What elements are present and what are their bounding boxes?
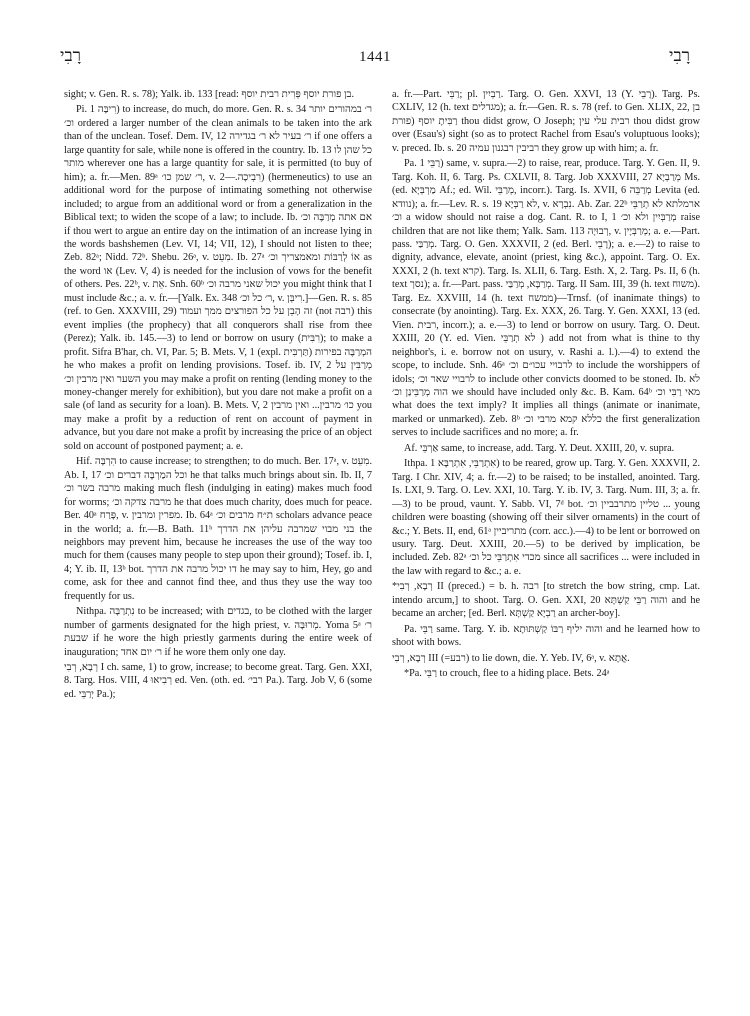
entry-text: sight; v. Gen. R. s. 78); Yalk. ib. 133 [read: בן פורת יוסף פְּרִית רבית יוסף.: [64, 89, 355, 100]
entry-text: a. fr.—Part. רַבֵּי; pl. רַבְיִין. Targ. O. Gen. XXVI, 13 (Y. רָבֵי). Targ. Ps. CXLIV, 12 (h. text מגדלים); a. fr.—Gen. R. s. 78 (ref. to Gen. XLIX, 22, בן פורת) רַבִּיתָ יוסף thou didst grow, O Joseph; רבית עלי עין thou didst grow over (Esau's) sight (so as to protect Rachel from Esau's voluptuous looks); v. preced. Ib. s. 20 רביבין רבגנון עמיה they grow up with him; a. fr.: [392, 89, 701, 154]
header-left-word: רָבִי: [60, 46, 82, 65]
header-right-word: רָבִי: [668, 46, 690, 65]
entry-text: רְבָא, רְבִי III (=רבע) to lie down, die. Y. Yeb. IV, 6ᵃ, v. אֲתָא.: [392, 652, 630, 664]
entry-text: Pa. רַבֵּי same. Targ. Y. ib. והוה יליף רַבּוֹ קַשְׁתּוּתָא and he learned how to shoot with bows.: [392, 623, 700, 649]
entry-text: Hif. הִרְבָּה to cause increase; to strengthen; to do much. Ber. 17ᵃ, v. מִעֵט. Ab. I, 17 וכל המַרְבֶּה דברים וכ׳ he that talks much brings about sin. Ib. II, 7 מרבה בשר וכ׳ making much flesh (indulging in eating) makes much food for worms; מרבה צדקה וכ׳ he that does much charity, does much for peace. Ber. 40ᵃ פָּרַח, v. מפרין ומרבין. Ib. 64ᵃ ת״ח מרבים וכ׳ scholars advance peace in the world; a. fr.—B. Bath. 11ᵇ בני מבוי שמרבה עליהן את הדרך the neighbors may prevent him, because he increases the use of the way too much for them (causes many people to step upon their ground); Tosef. ib. I, 4; Y. ib. II, 13ᵇ bot. דו יכול מרבה את הדרך he may say to him, Hey, go and come, ask for thee and cannot find thee, and thus they use the way too frequently for us.: [64, 456, 373, 602]
entry-text: Pi. רִיבָּה 1) to increase, do much, do more. Gen. R. s. 34 ר׳ במהורים יותר וכ׳ ordered a larger number of the clean animals to be taken into the ark than of the unclean. Tosef. Dem. IV, 12 ר׳ בעיר לא ר׳ בגדירה if one offers a large quantity for sale, while none is offered in the country. Ib. 13 כל שהן לו מותר wherever one has a large quantity for sale, it is permitted (to buy of him); a. fr.—Men. 89ᵃ ר׳ שמן כו׳, v. רִבְיכָה.—2) (hermeneutics) to use an additional word for the purpose of intimating something not otherwise included; to argue from an additional word or from a generalization in the Biblical text; to widen the scope of a law; to include. Ib. אם אתה מְרַבֶּה וכ׳ if thou wert to argue an entire day on the intimation of an increase lying in the words bashshemen (Lev. VI, 14; VII, 12), I should not listen to thee; Zeb. 82ᵃ; Nidd. 72ᵇ. Shebu. 26ᵃ, v. מִעֵט. Ib. 27ᵃ אוֹ לְרַבּוֹת ומאמצריך וכ׳ as the word או (Lev. V, 4) is needed for the inclusion of vows for the benefit of others. Pes. 22ᵇ, v. אֵת. Snh. 60ᵇ יכול שאני מרבה וכ׳ you might think that I must include &c.; a. v. fr.—[Yalk. Ex. 348 ר׳ כל וכ׳, v. רִיבְּן.]—Gen. R. s. 85 (ref. to Gen. XXXVIII, 29) זה הָבֵן על כל הפורצים ממך ועמוד (not רבה) this event implies (the prophecy) that all conquerors shall rise from thee (Perez); Yalk. ib. 145.—3) to lend or borrow on usury (רִבִּית); to make a profit. Sifra B'har, ch. VI, Par. 5; B. Mets. V, 1 (expl. תַּרְבִּית) המְרַבֶּה בפירות he who makes a profit on lending provisions. Tosef. ib. IV, 2 מְרַבִּין על השער ואין מרבין וכ׳ you may make a profit on renting (lending money to the money-changer merely for exhibition), but you dare not make a profit on a sale (of land as security for a loan). B. Mets. V, 2 כו׳ מרבין... ואין מרבין you may make a profit by a reduction of rent on account of payment in advance, but you dare not make a profit by increasing the price of an object sold on account of postponed payment; a. e.: [64, 104, 373, 452]
entry-text: Af. אַרְבֵּי same, to increase, add. Targ. Y. Deut. XXIII, 20, v. supra.: [404, 442, 675, 454]
page-number: 1441: [359, 49, 391, 65]
entry-text: Nithpa. נִתְרַבָּה to be increased; with בגדים, to be clothed with the larger number of garments designated for the high priest, v. מְרוּבָּה. Yoma 5ᵃ ר׳ שבעת if he wore the high priestly garments during the entire week of inauguration; ר׳ יום אחד if he wore them only one day.: [64, 606, 373, 658]
entry-text: *רְבָא, רְבִי II (preced.) = b. h. רבה [to stretch the bow string, cmp. Lat. intendo arcum,] to shoot. Targ. O. Gen. XXI, 20 והוה רַבֵּי קַשְׁתָּא and he became an archer; [ed. Berl. רַבְיָא קַשְׁתָּא an archer-boy].: [392, 581, 701, 620]
running-header: [60, 46, 690, 70]
entry-text: Ithpa. אִתְרַבֵּי, אִתְרַבָּא 1) to be reared, grow up. Targ. Y. Gen. XXXVII, 2. Targ. I Chr. XIV, 4; a. fr.—2) to be raised; to be installed, anointed. Targ. Is. LXI, 9. Targ. O. Lev. XXI, 10. Targ. Y. ib. IV, 3. Targ. Num. III, 3; a. fr.—3) to be proud, vaunt. Y. Sabb. VI, 7ᵈ bot. טליין מתרבביין וכ׳ ... young children were boasting (showing off their silver ornaments) in the court of &c.; Y. Bets. II, end, 61ᵃ מתריביין (corr. acc.).—4) to be lent or borrowed on usury. Targ. Deut. XXIII, 20.—5) to be derived by implication, be included. Zeb. 82ᵃ מכדי אִתְרַבֵּי כל וכ׳ since all sacrifices ... were included in the law with regard to &c.; a. e.: [392, 458, 701, 577]
entry-text: Pa. רַבֵּי 1) same, v. supra.—2) to raise, rear, produce. Targ. Y. Gen. II, 9. Targ. Koh. II, 6. Targ. Ps. CXLVII, 8. Targ. Job XXXVIII, 27 מְרַבְיָא Ms. (ed. מַרְבְּיָא Af.; ed. Wil. מְרַבֵּי, incorr.). Targ. Is. XVII, 6 מְרַבֵּה Levita (ed. נוודא); a. fr.—Lev. R. s. 19 לא רַבְּיָא, v. נִבְרָא. Ab. Zar. 22ᵇ ארמלתא לא תְרַבֵּי וכ׳ a widow should not raise a dog. Cant. R. to I, 1 מְרַבְּיִין ולא וכ׳ raise children that are not like them; Yalk. Sam. 113 רְבוּיָה, v. מְרַבְּיָין; a. e.—Part. pass. מְרַבַּי. Targ. O. Gen. XXXVII, 2 (ed. Berl. רָבֵי); a. e.—2) to raise to dignity, advance, elevate, anoint (priest, king &c.), appoint. Targ. O. Ex. XXXI, 2 (h. text קרא). Targ. Is. XLII, 6. Targ. Esth. X, 2. Targ. Ps. II, 6 (h. text נסך); a. fr.—Part. pass. מְרַבָּא, מְרַבַּי. Targ. II Sam. III, 39 (h. text משוח). Targ. Ez. XXVIII, 14 (h. text ממשח)—Trnsf. (of inanimate things) to consecrate (by anointing). Targ. Ex. XXX, 26. Targ. Y. Gen. XXXI, 13 (ed. Vien. רבית, incorr.); a. e.—3) to lend or borrow on usury. Targ. O. Deut. XXIII, 20 (Y. ed. Vien. לא תְרַבֵּי ) add not from what is thine to thy neighbor's, i. e. borrow not on usury, v. Rashi a. l.).—4) to extend the scope, to include. Snh. 46ᵃ לרבויי עכו״ם וכ׳ to include the worshippers of idols; לרבויי שאר וכ׳ to include other convicts doomed to be stoned. Ib. לא הוה מְרַבֵּינַן וכ׳ we should have included only &c. B. Kam. 64ᵇ מאי רַבִּי וכ׳ what does the text imply? It implies all things (animate or inanimate, marked or unmarked). Zeb. 8ᵇ כללא קמא מרבי וכ׳ the first generalization serves to include sacrifices and no more; a. fr.: [392, 158, 701, 439]
left-column: [64, 88, 372, 701]
entry-text: רְבָא, רְבִי I ch. same, 1) to grow, increase; to become great. Targ. Gen. XXI, 8. Targ. Hos. VIII, 4 רְבִיאוּ ed. Ven. (oth. ed. רבי׳ Pa.). Targ. Job V, 6 (some ed. יְרַבֵּי Pa.);: [64, 662, 372, 700]
entry-text: *Pa. רַבֵּי to crouch, flee to a hiding place. Bets. 24ᵃ: [404, 668, 610, 680]
right-column: [392, 88, 700, 680]
